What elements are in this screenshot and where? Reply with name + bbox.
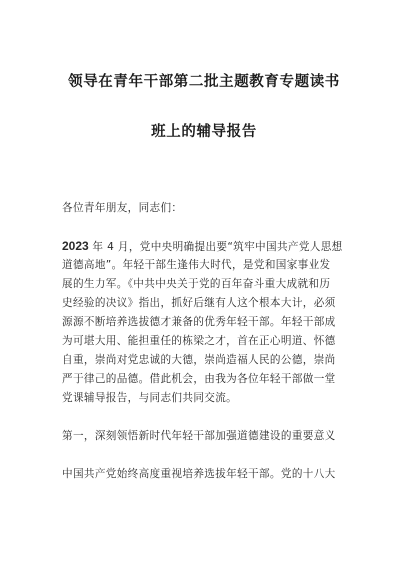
year-text: 2023 — [62, 239, 89, 253]
paragraph-1-line-2: 道德高地”。年轻干部生逢伟大时代，是党和国家事业发 — [62, 259, 331, 271]
paragraph-1-line-5: 源源不断培养选拔德才兼备的优秀年轻干部。年轻干部成 — [62, 316, 336, 328]
paragraph-1-line-9: 党课辅导报告，与同志们共同交流。 — [62, 392, 238, 404]
paragraph-1-line-8: 严于律己的品德。借此机会，由我为各位年轻干部做一堂 — [62, 373, 336, 385]
section-1-heading: 第一，深刻领悟新时代年轻干部加强道德建设的重要意义 — [62, 430, 336, 442]
document-title-line-2: 班上的辅导报告 — [151, 124, 257, 140]
salutation: 各位青年朋友，同志们： — [62, 202, 183, 214]
paragraph-1-line-1 — [62, 239, 362, 254]
paragraph-1-line-1-text: 年 4 月，党中央明确提出要“筑牢中国共产党人思想 — [88, 241, 343, 253]
paragraph-2-line-1: 中国共产党始终高度重视培养选拔年轻干部。党的十八大 — [62, 468, 336, 480]
paragraph-1-line-7: 自重，崇尚对党忠诚的大德，崇尚造福人民的公德，崇尚 — [62, 354, 336, 366]
paragraph-1-line-4: 史经验的决议》指出，抓好后继有人这个根本大计，必须 — [62, 297, 336, 309]
document-title-line-1: 领导在青年干部第二批主题教育专题读书 — [68, 74, 340, 90]
paragraph-1-line-6: 为可堪大用、能担重任的栋梁之才，首在正心明道、怀德 — [62, 335, 336, 347]
paragraph-1-line-3: 展的生力军。《中共中央关于党的百年奋斗重大成就和历 — [62, 278, 331, 290]
